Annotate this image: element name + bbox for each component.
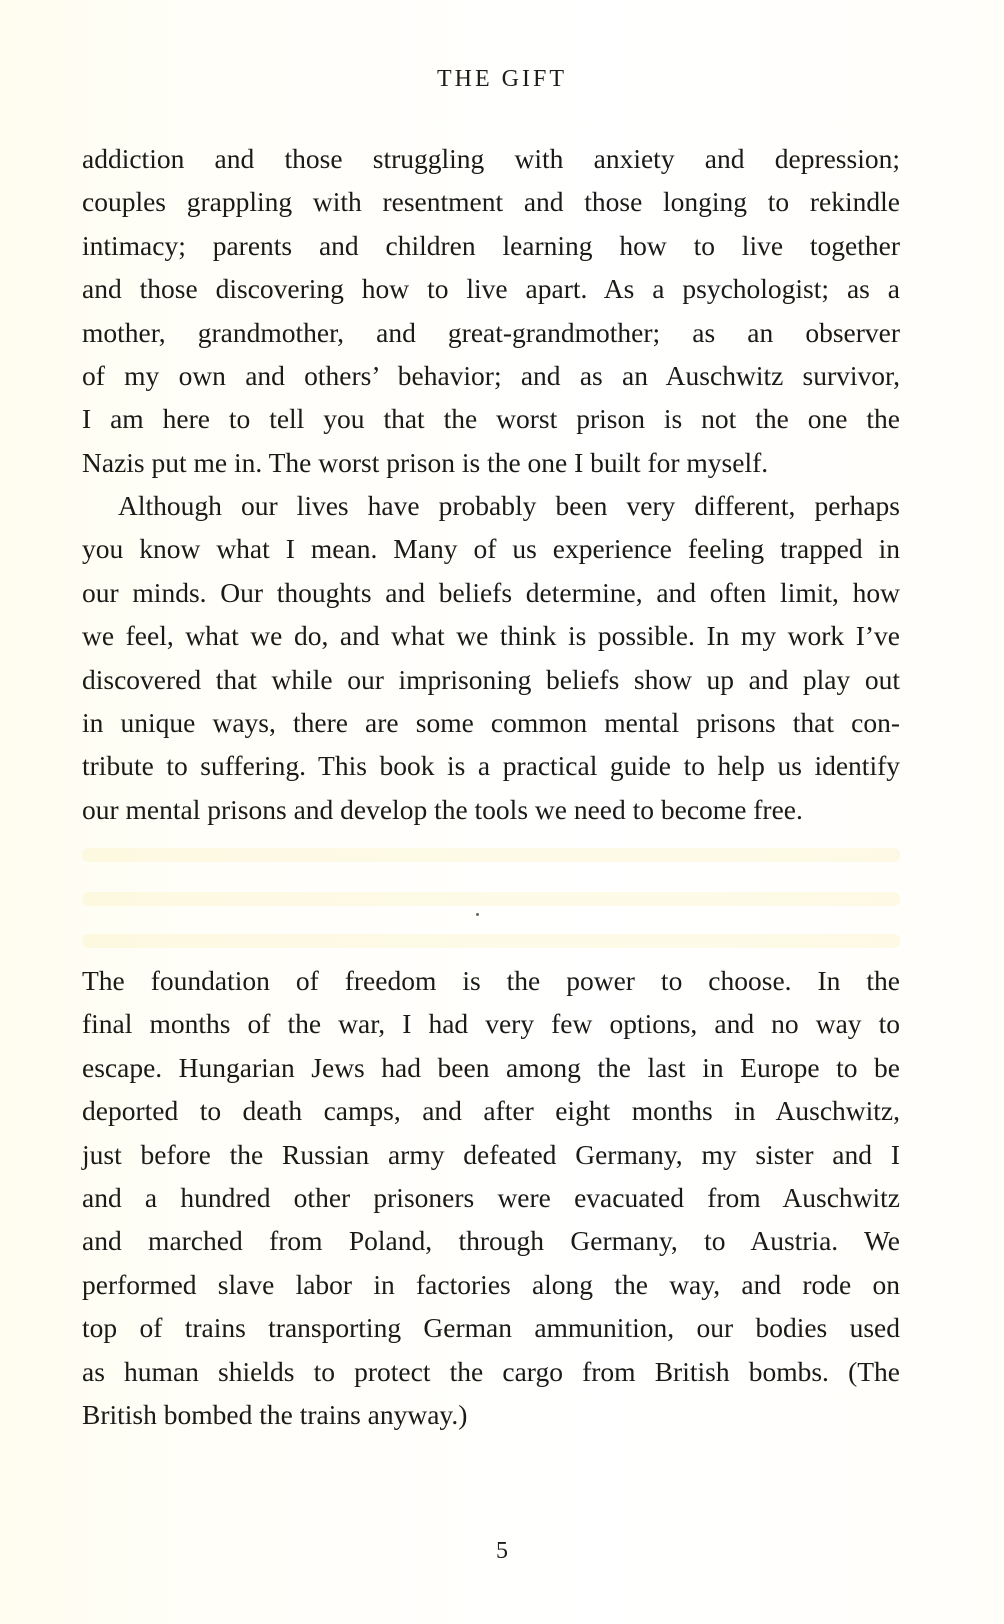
text-line: couples grappling with resentment and those longing to rekindle (82, 186, 900, 218)
text-line: our mental prisons and develop the tools we need to become free. (82, 793, 803, 825)
text-line: intimacy; parents and children learning how to live together (82, 229, 900, 261)
text-line: escape. Hungarian Jews had been among the last in Europe to be (82, 1051, 900, 1083)
text-line: final months of the war, I had very few options, and no way to (82, 1008, 900, 1040)
text-line: addiction and those struggling with anxiety and depression; (82, 143, 900, 174)
text-line: tribute to suffering. This book is a practical guide to help us identify (82, 750, 900, 782)
text-line: and marched from Poland, through Germany, to Austria. We (82, 1225, 900, 1257)
text-line: Nazis put me in. The worst prison is the one I built for myself. (82, 446, 769, 478)
text-line: Although our lives have probably been very different, perhaps (118, 490, 900, 521)
bleed-through-shading (82, 848, 900, 862)
text-line: of my own and others’ behavior; and as an Auschwitz survivor, (82, 359, 900, 391)
bleed-through-shading (82, 934, 900, 948)
text-line: The foundation of freedom is the power to choose. In the (82, 965, 900, 996)
page-number: 5 (496, 1538, 508, 1564)
text-line: and a hundred other prisoners were evacuated from Auschwitz (82, 1181, 900, 1213)
section-break-marker (476, 913, 479, 916)
text-line: and those discovering how to live apart. As a psychologist; as a (82, 273, 900, 305)
text-line: as human shields to protect the cargo from British bombs. (The (82, 1355, 900, 1387)
text-line: mother, grandmother, and great-grandmother; as an observer (82, 316, 900, 348)
text-line: top of trains transporting German ammunition, our bodies used (82, 1312, 900, 1344)
text-line: you know what I mean. Many of us experience feeling trapped in (82, 533, 900, 565)
paragraph-1 (82, 137, 900, 484)
text-line: discovered that while our imprisoning beliefs show up and play out (82, 663, 900, 695)
text-line: British bombed the trains anyway.) (82, 1398, 468, 1430)
text-line: in unique ways, there are some common mental prisons that con- (82, 706, 900, 738)
text-line: our minds. Our thoughts and beliefs determine, and often limit, how (82, 576, 900, 608)
paragraph-2 (82, 484, 900, 831)
text-line: we feel, what we do, and what we think is possible. In my work I’ve (82, 620, 900, 652)
running-head: THE GIFT (437, 66, 567, 92)
text-line: I am here to tell you that the worst prison is not the one the (82, 403, 900, 435)
text-line: deported to death camps, and after eight months in Auschwitz, (82, 1095, 900, 1127)
text-line: performed slave labor in factories along the way, and rode on (82, 1268, 900, 1300)
text-line: just before the Russian army defeated Germany, my sister and I (82, 1138, 900, 1170)
bleed-through-shading (82, 892, 900, 906)
paragraph-3 (82, 959, 900, 1436)
